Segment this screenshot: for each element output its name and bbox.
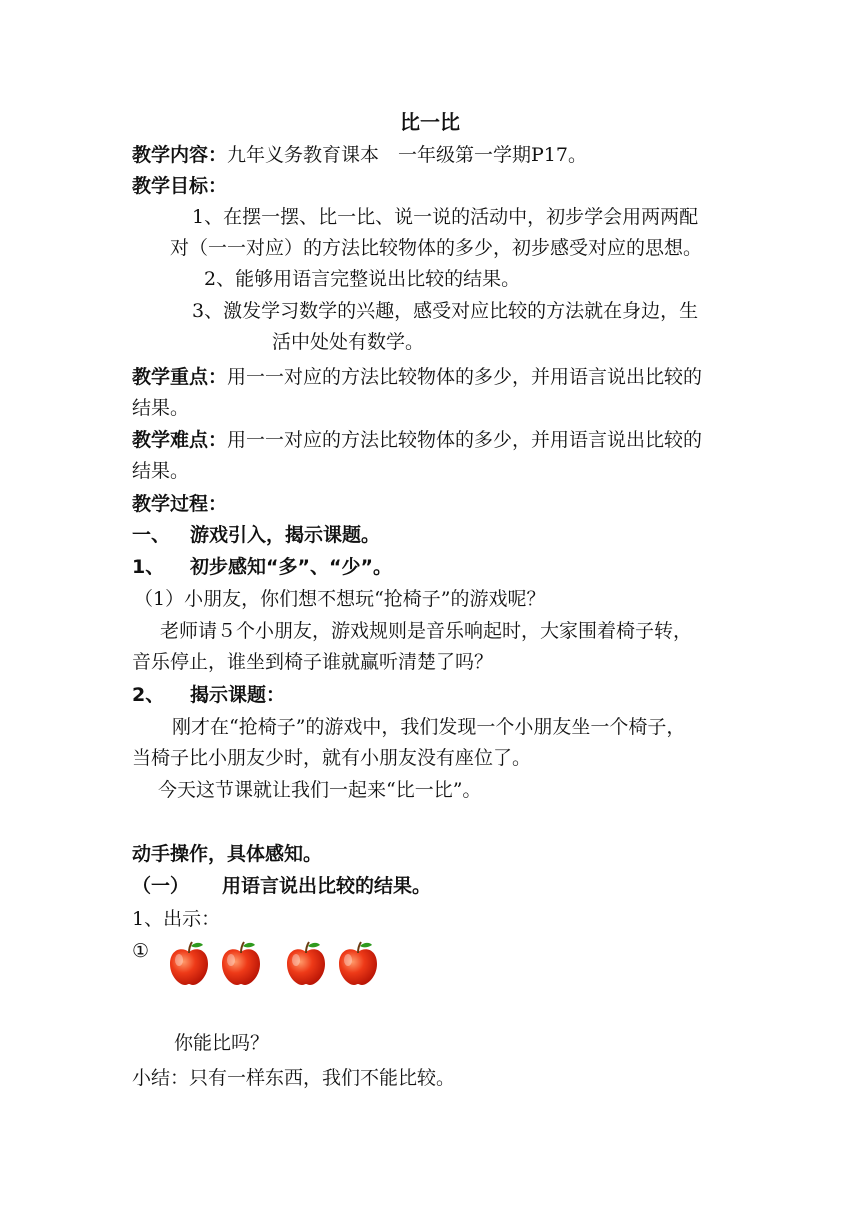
apple-icon xyxy=(336,940,380,986)
show-label: 1、出示： xyxy=(132,908,221,930)
content-label: 教学内容： xyxy=(132,144,228,166)
apple-icon xyxy=(219,940,263,986)
subsection-1-number: （一） xyxy=(132,875,190,897)
goal-3-line-a: 3、激发学习数学的兴趣，感受对应比较的方法就在身边，生 xyxy=(192,300,699,322)
section-1-number: 一、 xyxy=(132,524,171,546)
paragraph-1: （1）小朋友，你们想不想玩“抢椅子”的游戏呢？ xyxy=(134,588,546,610)
difficult-point-text: 用一一对应的方法比较物体的多少，并用语言说出比较的 xyxy=(227,429,703,451)
goal-1-line-a: 1、在摆一摆、比一比、说一说的活动中，初步学会用两两配 xyxy=(192,206,699,228)
goal-1-line-b: 对（一一对应）的方法比较物体的多少，初步感受对应的思想。 xyxy=(170,237,703,259)
page-title: 比一比 xyxy=(400,110,460,134)
step-2-title: 揭示课题： xyxy=(190,684,286,706)
goal-2: 2、能够用语言完整说出比较的结果。 xyxy=(204,268,521,290)
paragraph-2-line-b: 音乐停止，谁坐到椅子谁就赢听清楚了吗？ xyxy=(132,651,494,673)
subsection-1-title: 用语言说出比较的结果。 xyxy=(222,875,432,897)
paragraph-4: 今天这节课就让我们一起来“比一比”。 xyxy=(158,779,482,801)
item-marker-1: ① xyxy=(132,940,150,962)
difficult-point-row xyxy=(132,426,702,454)
step-1-number: 1、 xyxy=(132,556,165,578)
key-point-text-cont: 结果。 xyxy=(132,397,190,419)
paragraph-3-line-b: 当椅子比小朋友少时，就有小朋友没有座位了。 xyxy=(132,747,532,769)
process-label: 教学过程： xyxy=(132,493,228,515)
key-point-row xyxy=(132,363,702,391)
difficult-point-label: 教学难点： xyxy=(132,429,228,451)
step-2-number: 2、 xyxy=(132,684,165,706)
goal-3-line-b: 活中处处有数学。 xyxy=(272,331,425,353)
paragraph-2-line-a: 老师请５个小朋友，游戏规则是音乐响起时，大家围着椅子转， xyxy=(160,620,693,642)
question-text: 你能比吗？ xyxy=(174,1032,270,1054)
apple-icon xyxy=(284,940,328,986)
paragraph-3-line-a: 刚才在“抢椅子”的游戏中，我们发现一个小朋友坐一个椅子， xyxy=(172,716,686,738)
difficult-point-text-cont: 结果。 xyxy=(132,460,190,482)
section-1-title: 游戏引入，揭示课题。 xyxy=(190,524,381,546)
key-point-text: 用一一对应的方法比较物体的多少，并用语言说出比较的 xyxy=(227,366,703,388)
goals-label: 教学目标： xyxy=(132,175,228,197)
summary-text: 小结：只有一样东西，我们不能比较。 xyxy=(132,1067,456,1089)
section-2-title: 动手操作，具体感知。 xyxy=(132,843,323,865)
step-1-title: 初步感知“多”、“少”。 xyxy=(190,556,392,578)
key-point-label: 教学重点： xyxy=(132,366,228,388)
content-row xyxy=(132,141,587,169)
content-text: 九年义务教育课本 一年级第一学期P17。 xyxy=(227,144,587,166)
apple-icon xyxy=(167,940,211,986)
